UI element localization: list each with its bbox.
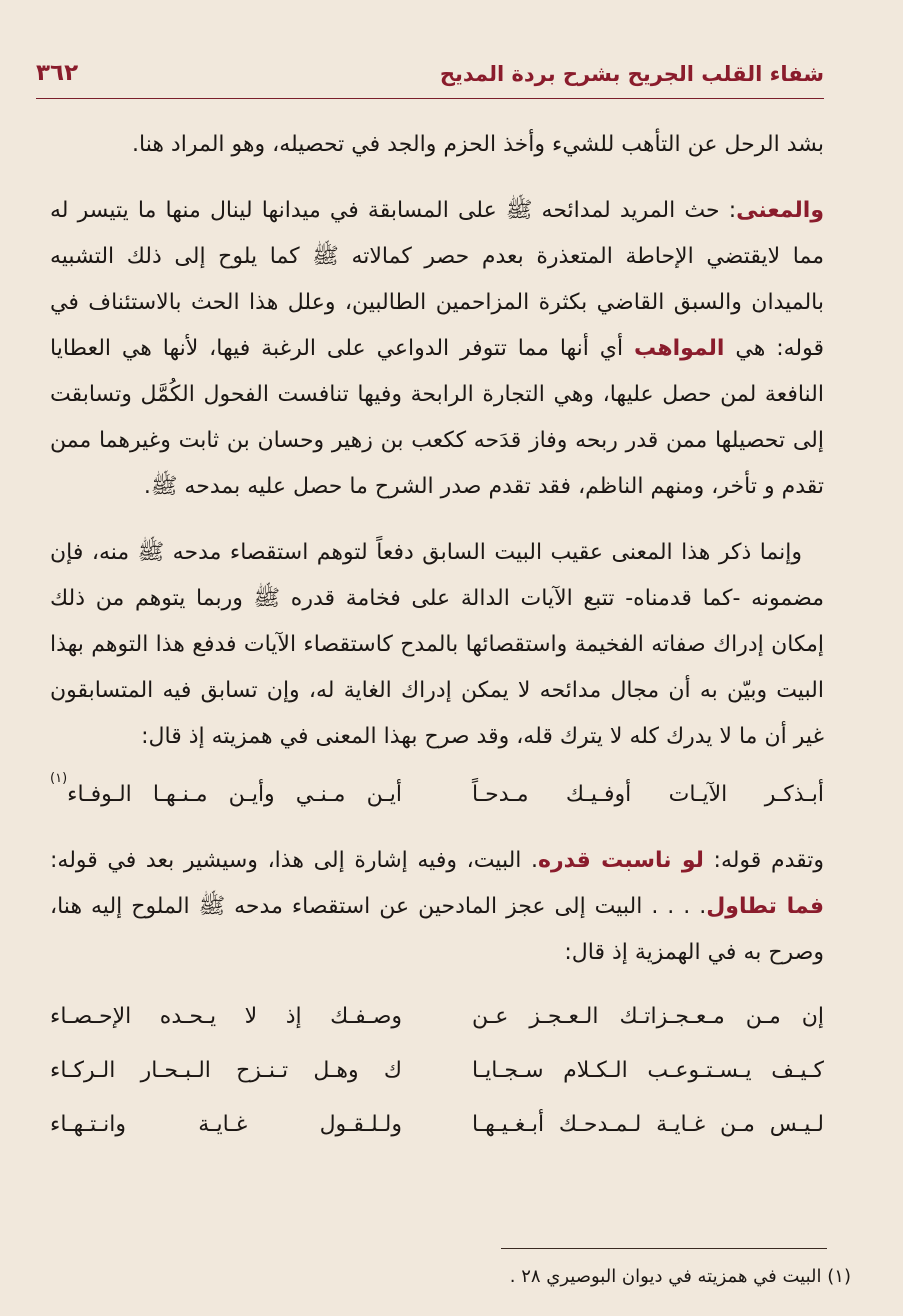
hamziyya-verses	[50, 990, 824, 1152]
verse-hemistich-first: أبـذكـر الآيـات أوفـيـك مـدحـاً	[472, 782, 824, 807]
paragraph-1: بشد الرحل عن التأهب للشيء وأخذ الحزم والجد في تحصيله، وهو المراد هنا.	[132, 132, 824, 157]
paragraph-2	[50, 188, 824, 510]
footnote-number: (١)	[827, 1266, 851, 1287]
verse-hemistich-second: ولـلـقـول غـايـة وانـتـهـاء	[50, 1112, 402, 1137]
footnote-divider	[501, 1248, 827, 1249]
page-body	[50, 122, 824, 1152]
term-fama-tatawal: فما تطاول	[706, 894, 824, 919]
footnote-marker: (١)	[50, 771, 68, 786]
verse-line	[50, 1044, 824, 1098]
verse-hemistich-second: وصـفـك إذ لا يـحـده الإحـصـاء	[50, 1004, 402, 1029]
page-number: ٣٦٢	[36, 60, 79, 86]
paragraph-2-text-a: : حث المريد لمدائحه ﷺ على المسابقة في ميدانها لينال منها ما يتيسر له مما لايقتضي الإحاطة المتعذرة بعدم حصر كمالاته ﷺ كما يلوح إلى ذلك التشبيه بالميدان والسبق القاضي بكثرة المزاحمين الطالبين، وعلل هذا الحث بالاستئناف في قوله: هي	[50, 198, 824, 361]
term-law-nasabat: لو ناسبت قدره	[538, 848, 704, 873]
verse-line	[50, 990, 824, 1044]
verse-hemistich-first: كـيـف يـسـتـوعـب الـكـلام سـجـايـا	[472, 1058, 824, 1083]
footnote	[151, 1262, 851, 1292]
running-header	[36, 58, 824, 99]
paragraph-2-text-b: أي أنها مما تتوفر الدواعي على الرغبة فيها، لأنها هي العطايا النافعة لمن حصل عليها، وهي التجارة الرابحة وفيها تنافست الفحول الكُمَّل وتسابقت إلى تحصيلها ممن قدر ربحه وفاز قدَحه ككعب بن زهير وحسان بن ثابت وغيرهما ممن تقدم و تأخر، ومنهم الناظم، فقد تقدم صدر الشرح ما حصل عليه بمدحه ﷺ.	[50, 336, 824, 499]
verse-hemistich-second	[50, 772, 402, 818]
paragraph-4	[50, 838, 824, 976]
verse-hemistich-second: ك وهـل تـنـزح الـبـحـار الـركـاء	[50, 1058, 402, 1083]
meaning-label: والمعنى	[736, 198, 824, 223]
term-mawahib: المواهب	[634, 336, 725, 361]
footnote-text: البيت في همزيته في ديوان البوصيري ٢٨ .	[509, 1266, 822, 1287]
verse-line	[50, 1098, 824, 1152]
verse-hemistich-first: إن مـن مـعـجـزاتـك الـعـجـز عـن	[472, 1004, 824, 1029]
paragraph-4-text-b: . البيت، وفيه إشارة إلى هذا، وسيشير بعد في قوله:	[50, 848, 539, 873]
verse-line-1	[50, 772, 824, 818]
verse-hemistich-second-text: أيـن مـنـي وأيـن مـنـهـا الـوفـاء	[67, 782, 402, 807]
book-title: شفاء القلب الجريح بشرح بردة المديح	[439, 62, 824, 86]
paragraph-4-text-c: . . . . البيت إلى عجز المادحين عن استقصاء مدحه ﷺ الملوح إليه هنا، وصرح به في الهمزية إذ قال:	[50, 894, 824, 965]
verse-hemistich-first: لـيـس مـن غـايـة لـمـدحـك أبـغـيـهـا	[472, 1112, 824, 1137]
paragraph-4-text-a: وتقدم قوله:	[703, 848, 824, 873]
paragraph-3: وإنما ذكر هذا المعنى عقيب البيت السابق دفعاً لتوهم استقصاء مدحه ﷺ منه، فإن مضمونه -كما قدمناه- تتبع الآيات الدالة على فخامة قدره ﷺ وربما يتوهم من ذلك إمكان إدراك صفاته الفخيمة واستقصائها بالمدح كاستقصاء الآيات فدفع هذا التوهم بهذا البيت وبيّن به أن مجال مدائحه لا يمكن إدراك الغاية له، وإن تسابق فيه المتسابقون غير أن ما لا يدرك كله لا يترك قله، وقد صرح بهذا المعنى في همزيته إذ قال:	[50, 540, 824, 749]
